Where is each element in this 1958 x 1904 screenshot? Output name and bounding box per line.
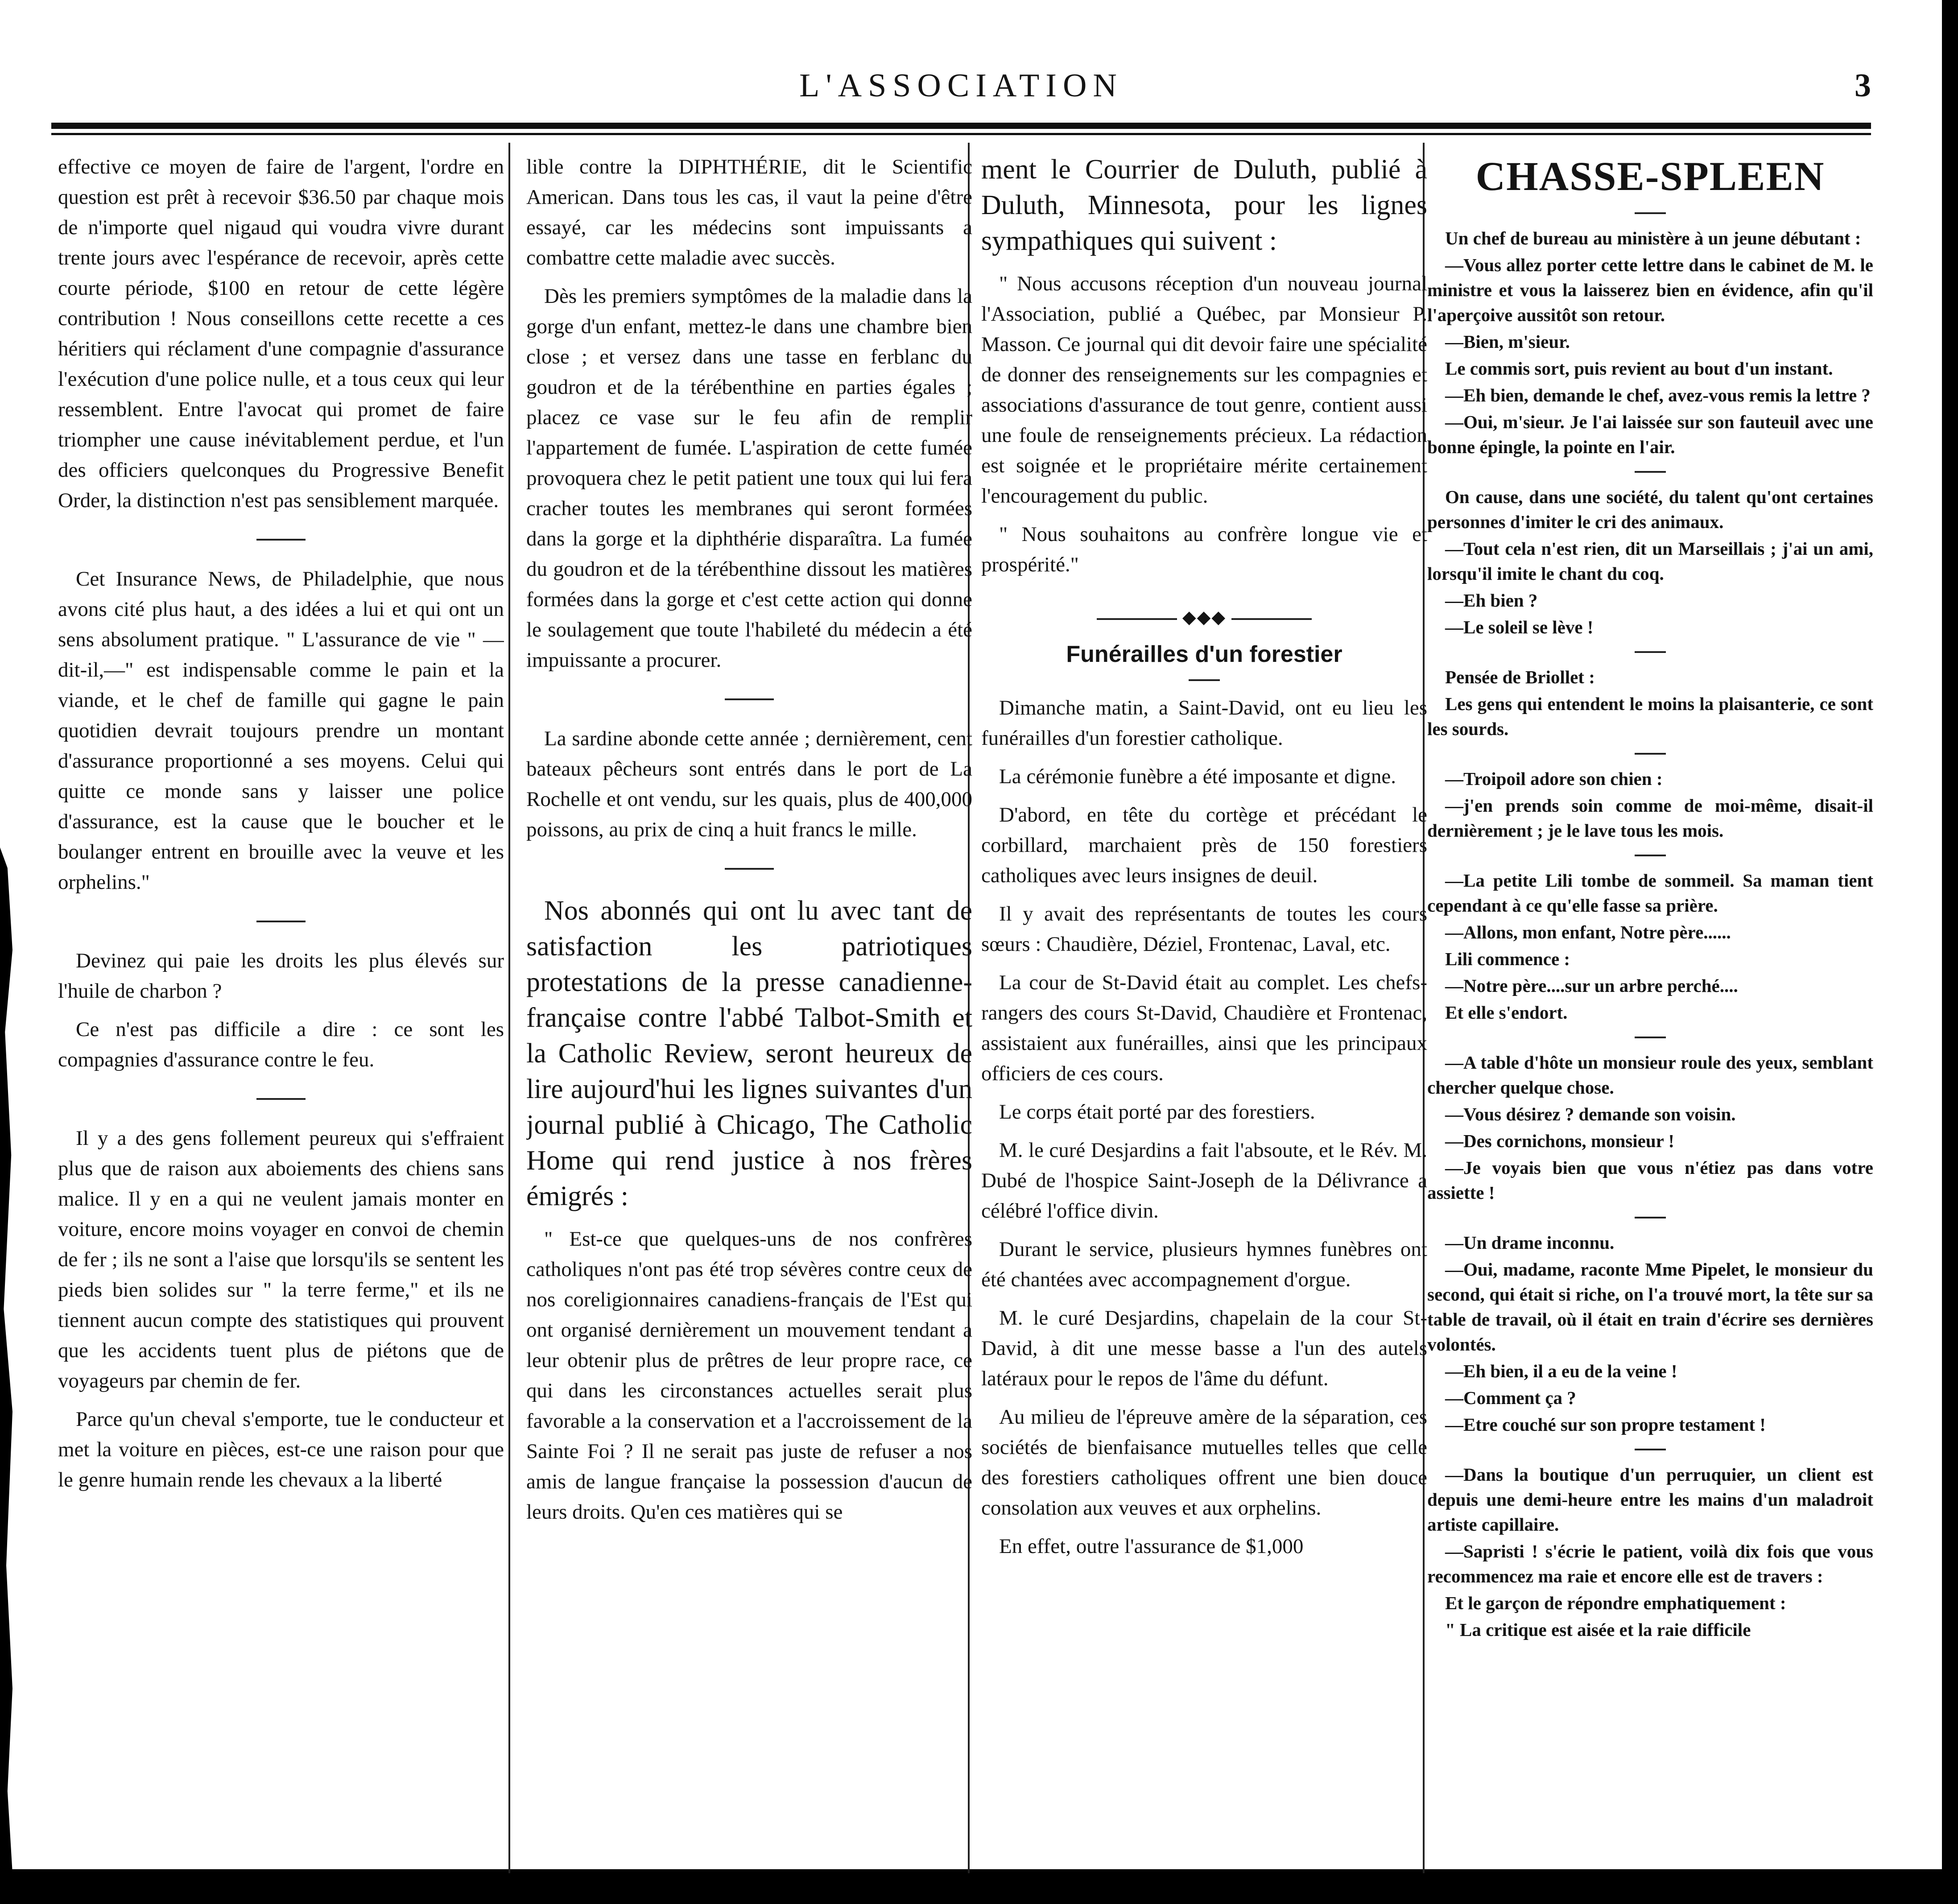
section-separator: [1635, 855, 1666, 856]
section-separator: [256, 539, 306, 541]
section-separator: [725, 698, 774, 700]
joke-line: —Eh bien ?: [1445, 590, 1538, 611]
scan-border-right: [1942, 0, 1958, 1904]
article-heading: Funérailles d'un forestier: [1066, 641, 1343, 667]
ornament-divider: ◆◆◆: [981, 607, 1427, 628]
article-paragraph: Parce qu'un cheval s'emporte, tue le conducteur et met la voiture en pièces, est-ce une raison pour que le genre humain rende les chevaux a la liberté: [58, 1408, 504, 1491]
article-paragraph: Devinez qui paie les droits les plus élevés sur l'huile de charbon ?: [58, 949, 504, 1003]
joke-line: Le commis sort, puis revient au bout d'un instant.: [1445, 358, 1833, 379]
article-paragraph: " Nous souhaitons au confrère longue vie et prospérité.": [981, 523, 1427, 576]
joke-line: —Vous allez porter cette lettre dans le cabinet de M. le ministre et vous la laisserez bien en évidence, afin qu'il l'aperçoive aussitôt son retour.: [1427, 255, 1873, 325]
header-rule: [51, 123, 1871, 129]
article-paragraph: La sardine abonde cette année ; dernièrement, cent bateaux pêcheurs sont entrés dans le port de La Rochelle et ont vendu, sur les quais, plus de 400,000 poissons, au prix de cinq a huit francs le mille.: [526, 727, 972, 841]
article-paragraph: " Est-ce que quelques-uns de nos confrères catholiques n'ont pas été trop sévères contre ceux de nos coreligionnaires canadiens-français de l'Est qui ont organisé dernièrement un mouvement tendant a leur obtenir plus de prêtres de leur propre race, ce qui dans les circonstances actuelles serait plus favorable a la conservation et a l'accroissement de la Sainte Foi ? Il ne serait pas juste de refuser a nos amis de langue française la possession d'aucun de leurs droits. Qu'en ces matières qui se: [526, 1227, 972, 1524]
joke-line: —Troipoil adore son chien :: [1445, 768, 1663, 789]
joke-line: —Tout cela n'est rien, dit un Marseillais ; j'ai un ami, lorsqu'il imite le chant du coq.: [1427, 538, 1873, 584]
joke-line: —Notre père....sur un arbre perché....: [1445, 975, 1738, 996]
joke-line: Et le garçon de répondre emphatiquement :: [1445, 1593, 1786, 1613]
article-paragraph: La cour de St-David était au complet. Les chefs-rangers des cours St-David, Chaudière et Frontenac, assistaient aux funérailles, ainsi que les principaux officiers de ces cours.: [981, 971, 1427, 1085]
page-header: [51, 67, 1871, 107]
page-number: 3: [1855, 67, 1871, 104]
joke-line: —Dans la boutique d'un perruquier, un client est depuis une demi-heure entre les mains d'un maladroit artiste capillaire.: [1427, 1464, 1873, 1535]
column-3: [981, 152, 1427, 1855]
article-paragraph: Le corps était porté par des forestiers.: [999, 1100, 1315, 1123]
joke-line: Et elle s'endort.: [1445, 1002, 1568, 1023]
joke-line: —Un drame inconnu.: [1445, 1232, 1615, 1253]
joke-line: —Oui, madame, raconte Mme Pipelet, le monsieur du second, qui était si riche, on l'a trouvé mort, la tête sur sa table de travail, où il était en train d'écrire ses dernières volontés.: [1427, 1259, 1873, 1355]
joke-line: Les gens qui entendent le moins la plaisanterie, ce sont les sourds.: [1427, 694, 1873, 739]
article-paragraph: effective ce moyen de faire de l'argent, l'ordre en question est prêt à recevoir $36.50 par chaque mois de n'importe quel nigaud qui voudra vivre durant trente jours avec l'espérance de recevoir, après cette courte période, $100 en retour de cette légère contribution ! Nous conseillons cette recette a ces héritiers qui réclament d'une compagnie d'assurance l'exécution d'une police nulle, et a tous ceux qui leur ressemblent. Entre l'avocat qui promet de faire triompher une cause inévitablement perdue, et l'un des officiers quelconques du Progressive Benefit Order, la distinction n'est pas sensiblement marquée.: [58, 155, 504, 512]
joke-line: —Je voyais bien que vous n'étiez pas dans votre assiette !: [1427, 1157, 1873, 1203]
section-separator: [256, 1098, 306, 1100]
section-separator: [1635, 212, 1666, 214]
article-paragraph: Ce n'est pas difficile a dire : ce sont les compagnies d'assurance contre le feu.: [58, 1018, 504, 1071]
article-paragraph: Il y a des gens follement peureux qui s'effraient plus que de raison aux aboiements des chiens sans malice. Il y en a qui ne veulent jamais monter en voiture, encore moins voyager en convoi de chemin de fer ; ils ne sont a l'aise que lorsqu'ils se sentent les pieds bien solides sur " la terre ferme," et ils ne tiennent aucun compte des statistiques qui prouvent que les accidents tuent plus de piétons que de voyageurs par chemin de fer.: [58, 1127, 504, 1392]
section-separator: [725, 868, 774, 870]
lead-paragraph: ment le Courrier de Duluth, publié à Duluth, Minnesota, pour les lignes sympathiques qui suivent :: [981, 154, 1427, 256]
article-paragraph: Cet Insurance News, de Philadelphie, que nous avons cité plus haut, a des idées a lui et qui ont un sens absolument pratique. " L'assurance de vie " —dit-il,—" est indispensable comme le pain et la viande, et le chef de famille qui gagne le pain quotidien devrait toujours prendre un montant d'assurance proportionné a ses moyens. Celui qui quitte ce monde sans y laisser une police d'assurance, est la cause que le boucher et le boulanger entrent en brouille avec la veuve et les orphelins.": [58, 567, 504, 894]
column-4: [1427, 152, 1873, 1855]
article-paragraph: Dimanche matin, a Saint-David, ont eu lieu les funérailles d'un forestier catholique.: [981, 696, 1427, 750]
column-1: [58, 152, 504, 1855]
section-title: CHASSE-SPLEEN: [1475, 153, 1825, 199]
header-rule-thin: [51, 133, 1871, 135]
joke-line: —Des cornichons, monsieur !: [1445, 1131, 1675, 1151]
joke-line: —A table d'hôte un monsieur roule des yeux, semblant chercher quelque chose.: [1427, 1052, 1873, 1098]
joke-line: Lili commence :: [1445, 949, 1570, 969]
joke-line: —Le soleil se lève !: [1445, 617, 1594, 637]
joke-line: —Oui, m'sieur. Je l'ai laissée sur son fauteuil avec une bonne épingle, la pointe en l'air.: [1427, 412, 1873, 457]
torn-left-edge: [0, 847, 12, 1873]
article-paragraph: Dès les premiers symptômes de la maladie dans la gorge d'un enfant, mettez-le dans une chambre bien close ; et versez dans une tasse en ferblanc du goudron et de la térébenthine en parties égales ; placez ce vase sur le feu afin de remplir l'appartement de fumée. L'aspiration de cette fumée provoquera chez le petit patient une toux qui lui fera cracher toutes les membranes qui seront formées dans la gorge et la diphthérie disparaîtra. La fumée du goudron et de la térébenthine dissout les matières formées dans la gorge et c'est cette action qui donne le soulagement que toute l'habileté du médecin a été impuissante a procurer.: [526, 285, 972, 672]
joke-line: " La critique est aisée et la raie difficile: [1445, 1619, 1751, 1640]
article-paragraph: " Nous accusons réception d'un nouveau journal l'Association, publié a Québec, par Monsieur P. Masson. Ce journal qui dit devoir faire une spécialité de donner des renseignements sur les compagnies et associations d'assurance de tout genre, contient aussi une foule de renseignements précieux. La rédaction est soignée et le propriétaire mérite certainement l'encouragement du public.: [981, 272, 1427, 508]
joke-line: —Comment ça ?: [1445, 1388, 1576, 1408]
joke-line: —Eh bien, il a eu de la veine !: [1445, 1361, 1677, 1381]
section-separator: [1635, 471, 1666, 473]
column-divider: [508, 143, 510, 1873]
article-paragraph: D'abord, en tête du cortège et précédant le corbillard, marchaient près de 150 forestiers catholiques avec leurs insignes de deuil.: [981, 803, 1427, 887]
masthead: L'ASSOCIATION: [799, 67, 1123, 104]
article-paragraph: En effet, outre l'assurance de $1,000: [999, 1535, 1304, 1558]
article-paragraph: lible contre la DIPHTHÉRIE, dit le Scientific American. Dans tous les cas, il vaut la peine d'être essayé, car les médecins sont impuissants a combattre cette maladie avec succès.: [526, 155, 972, 269]
section-separator: [256, 921, 306, 922]
joke-line: —Vous désirez ? demande son voisin.: [1445, 1104, 1736, 1124]
joke-line: On cause, dans une société, du talent qu'ont certaines personnes d'imiter le cri des animaux.: [1427, 487, 1873, 532]
joke-line: —Bien, m'sieur.: [1445, 331, 1570, 352]
article-paragraph: M. le curé Desjardins, chapelain de la cour St-David, à dit une messe basse a l'un des autels latéraux pour le repos de l'âme du défunt.: [981, 1306, 1427, 1390]
section-separator: [1635, 1449, 1666, 1450]
lead-paragraph: Nos abonnés qui ont lu avec tant de satisfaction les patriotiques protestations de la presse canadienne-française contre l'abbé Talbot-Smith et la Catholic Review, seront heureux de lire aujourd'hui les lignes suivantes d'un journal publié à Chicago, The Catholic Home qui rend justice à nos frères émigrés :: [526, 896, 972, 1211]
article-paragraph: Durant le service, plusieurs hymnes funèbres ont été chantées avec accompagnement d'orgue.: [981, 1238, 1427, 1291]
joke-line: Pensée de Briollet :: [1445, 667, 1595, 687]
section-separator: [1635, 1037, 1666, 1038]
column-2: [526, 152, 972, 1855]
article-paragraph: Au milieu de l'épreuve amère de la séparation, ces sociétés de bienfaisance mutuelles telles que celle des forestiers catholiques offrent une bien douce consolation aux veuves et aux orphelins.: [981, 1405, 1427, 1520]
article-paragraph: M. le curé Desjardins a fait l'absoute, et le Rév. M. Dubé de l'hospice Saint-Joseph de la Délivrance a célébré l'office divin.: [981, 1139, 1427, 1223]
joke-line: —Eh bien, demande le chef, avez-vous remis la lettre ?: [1445, 385, 1871, 405]
article-paragraph: Il y avait des représentants de toutes les cours sœurs : Chaudière, Déziel, Frontenac, Laval, etc.: [981, 902, 1427, 956]
section-separator: [1189, 679, 1220, 681]
section-separator: [1635, 753, 1666, 755]
article-paragraph: La cérémonie funèbre a été imposante et digne.: [999, 765, 1396, 788]
section-separator: [1635, 1217, 1666, 1218]
joke-line: —Etre couché sur son propre testament !: [1445, 1414, 1766, 1435]
joke-line: —j'en prends soin comme de moi-même, disait-il dernièrement ; je le lave tous les mois.: [1427, 795, 1873, 841]
joke-line: —Allons, mon enfant, Notre père......: [1445, 922, 1731, 942]
section-separator: [1635, 651, 1666, 653]
joke-line: —Sapristi ! s'écrie le patient, voilà dix fois que vous recommencez ma raie et encore elle est de travers :: [1427, 1541, 1873, 1586]
joke-line: Un chef de bureau au ministère à un jeune débutant :: [1445, 228, 1861, 248]
joke-line: —La petite Lili tombe de sommeil. Sa maman tient cependant à ce qu'elle fasse sa prière.: [1427, 870, 1873, 916]
scan-border-bottom: [0, 1869, 1958, 1904]
